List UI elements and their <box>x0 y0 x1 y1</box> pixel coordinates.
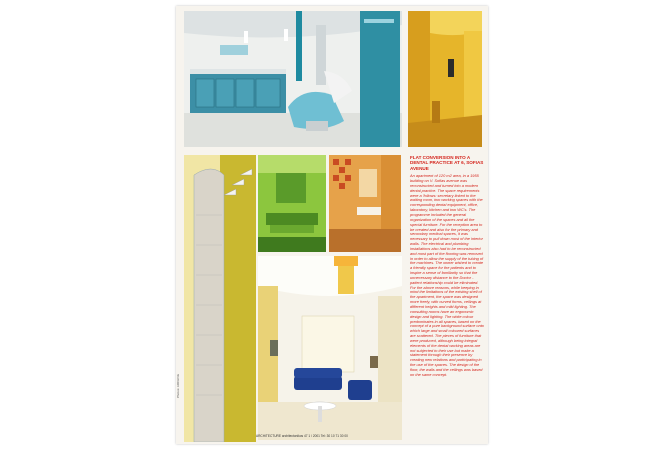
photo-orange-washroom <box>329 155 401 252</box>
yellow-corridor-illustration <box>408 11 482 147</box>
green-bathroom-illustration <box>258 155 326 252</box>
photo-green-bathroom <box>258 155 326 252</box>
photo-yellow-corridor <box>408 11 482 147</box>
orange-washroom-illustration <box>329 155 401 252</box>
waiting-room-illustration <box>258 256 402 440</box>
page-footer: ARCHITECTURE architectonikos 47 1 / 2001 Tel: 30 10 71 30 00 <box>256 434 348 438</box>
photo-credit: Photos: ARCHIVE <box>176 373 180 398</box>
article-body: An apartment of 120 m2 area, in a 1955 building on V. Sofias avenue was reconstructed and turned into a modern dental practice. The space requirements were a 'follows: secretary linked to the waiting room, two working spaces with the corresponding dental equipment, office, laboratory, kitchen and two WC's. The programme included the general organization of the spaces and all the special furniture. For the reception area to be created and also for the primary and secondary medical spaces, it was necessary to pull down most of the interior walls. The electrical and plumbing installations also had to be reconstructed and most part of the flooring was removed in order to allow the supply of the tubing of the machines. The owner wished to create a friendly space for the patients and to inspire a sense of familiarity so that the unnecessary distance to the Doctor - patient relationship could be eliminated. For the above reasons, while keeping in mind the limitations of the existing shell of the apartment, the space was designed more freely, with curved forms, ceilings at different heights and mild lighting. The consulting rooms have an ergonomic design and lighting. The white colour predominates in all spaces, based on the concept of a pure background surface onto which large and small coloured surfaces are scattered. The pieces of furniture that were produced, although being integral elements of the dental working areas are not subjected to their use but make a statement through their presence by creating new relations and participating in the use of the spaces. The design of the floor, the walls and the ceilings was based on the same concept. <box>410 173 484 377</box>
photo-waiting-room <box>258 256 402 440</box>
magazine-page <box>176 6 488 444</box>
article-heading: FLAT CONVERSION INTO A DENTAL PRACTICE AT 6, SOFIAS AVENUE <box>410 155 484 171</box>
photo-dental-surgery <box>184 11 402 147</box>
article-text-column <box>410 155 484 378</box>
lime-wall-illustration <box>184 155 256 442</box>
photo-lime-wall-shelves <box>184 155 256 442</box>
dental-surgery-illustration <box>184 11 402 147</box>
